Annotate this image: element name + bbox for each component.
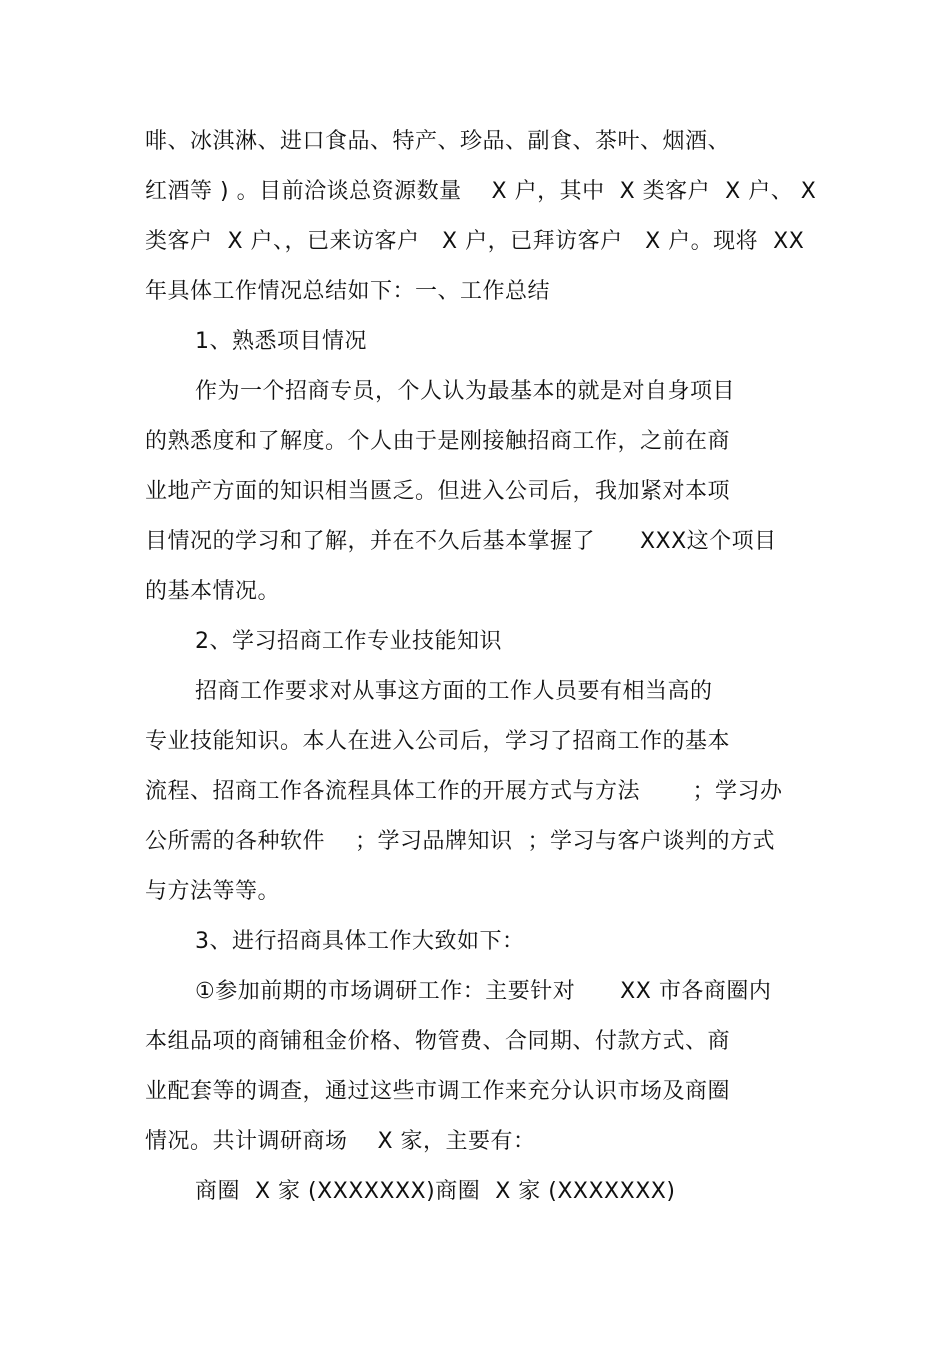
- paragraph-line: 与方法等等。: [145, 879, 281, 904]
- paragraph-line: 类客户 X 户、，已来访客户 X 户，已拜访客户 X 户。现将 XX: [145, 229, 805, 254]
- paragraph-line: 商圈 X 家 (XXXXXXX)商圈 X 家 (XXXXXXX): [195, 1179, 676, 1204]
- section-heading: 1、熟悉项目情况: [195, 329, 367, 354]
- paragraph-line: 红酒等 ) 。目前洽谈总资源数量 X 户，其中 X 类客户 X 户、 X: [145, 179, 817, 204]
- paragraph-line: 啡、冰淇淋、进口食品、特产、珍品、副食、茶叶、烟酒、: [145, 129, 731, 154]
- paragraph-line: 业配套等的调查，通过这些市调工作来充分认识市场及商圈: [145, 1079, 731, 1104]
- paragraph-line: 专业技能知识。本人在进入公司后，学习了招商工作的基本: [145, 729, 731, 754]
- paragraph-line: 情况。共计调研商场 X 家，主要有：: [145, 1129, 536, 1154]
- paragraph-line: ①参加前期的市场调研工作：主要针对 XX 市各商圈内: [195, 979, 772, 1004]
- paragraph-line: 招商工作要求对从事这方面的工作人员要有相当高的: [195, 679, 713, 704]
- paragraph-line: 年具体工作情况总结如下：一、工作总结: [145, 279, 551, 304]
- paragraph-line: 的基本情况。: [145, 579, 281, 604]
- paragraph-line: 目情况的学习和了解，并在不久后基本掌握了 XXX这个项目: [145, 529, 777, 554]
- paragraph-line: 作为一个招商专员，个人认为最基本的就是对自身项目: [195, 379, 736, 404]
- paragraph-line: 公所需的各种软件 ；学习品牌知识 ；学习与客户谈判的方式: [145, 829, 775, 854]
- paragraph-line: 业地产方面的知识相当匮乏。但进入公司后，我加紧对本项: [145, 479, 731, 504]
- paragraph-line: 流程、招商工作各流程具体工作的开展方式与方法 ；学习办: [145, 779, 783, 804]
- section-heading: 2、学习招商工作专业技能知识: [195, 629, 502, 654]
- section-heading: 3、进行招商具体工作大致如下：: [195, 929, 525, 954]
- paragraph-line: 本组品项的商铺租金价格、物管费、合同期、付款方式、商: [145, 1029, 731, 1054]
- paragraph-line: 的熟悉度和了解度。个人由于是刚接触招商工作，之前在商: [145, 429, 731, 454]
